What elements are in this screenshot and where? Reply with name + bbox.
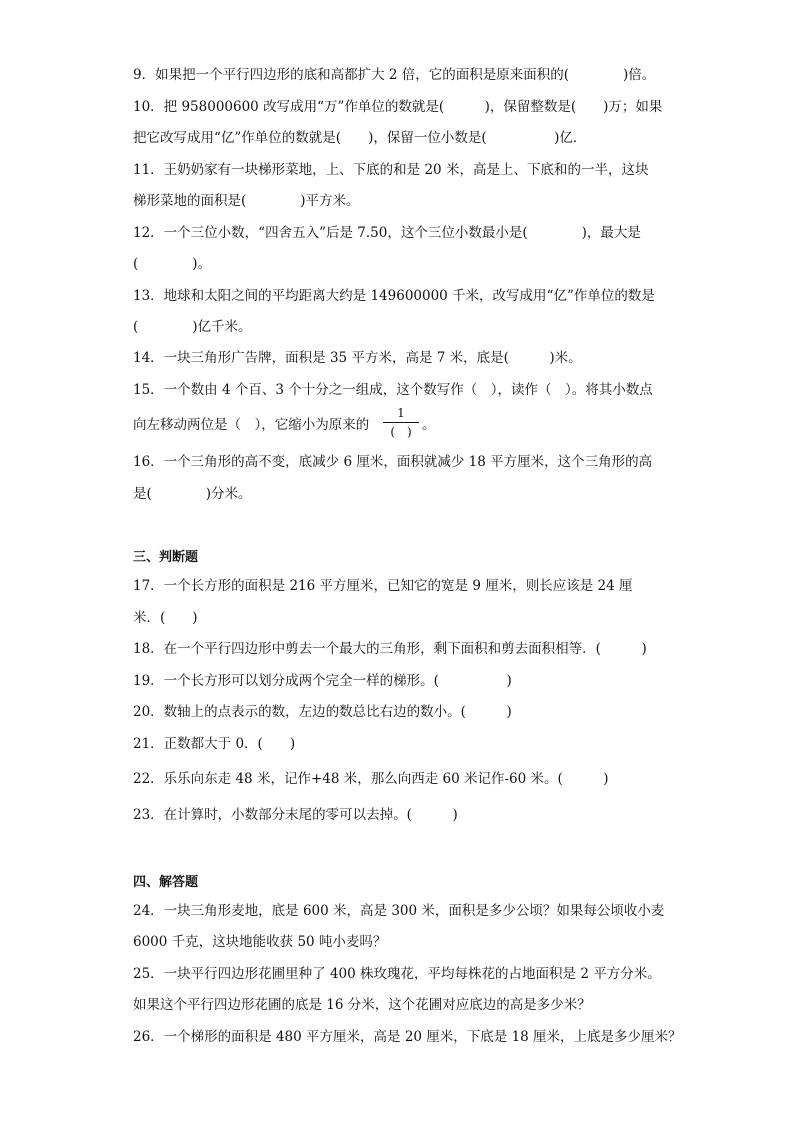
question-24-line-2: 6000 千克，这块地能收获 50 吨小麦吗？ [133, 934, 387, 950]
question-19: 19．一个长方形可以划分成两个完全一样的梯形。( ) [133, 673, 512, 689]
question-16-line-1: 16．一个三角形的高不变，底减少 6 厘米，面积就减少 18 平方厘米，这个三角形的高 [133, 454, 653, 470]
question-10-line-2: 把它改写成用“亿”作单位的数就是( )，保留一位小数是( )亿． [133, 130, 587, 146]
question-25-line-2: 如果这个平行四边形花圃的底是 16 分米，这个花圃对应底边的高是多少米？ [133, 997, 591, 1013]
question-12-line-2: ( )。 [133, 256, 212, 272]
question-17-line-1: 17．一个长方形的面积是 216 平方厘米，已知它的宽是 9 厘米，则长应该是 24 厘 [133, 578, 633, 594]
question-21: 21．正数都大于 0．( ) [133, 736, 296, 752]
question-15-line-1: 15．一个数由 4 个百、3 个十分之一组成，这个数写作（ ），读作（ ）。将其小数点 [133, 382, 653, 398]
question-17-line-2: 米．( ) [133, 610, 198, 626]
question-16-line-2: 是( )分米。 [133, 486, 252, 502]
fraction-denominator: ( ) [390, 425, 412, 439]
question-13-line-1: 13．地球和太阳之间的平均距离大约是 149600000 千米，改写成用“亿”作单位的数是 [133, 288, 655, 304]
question-26: 26．一个梯形的面积是 480 平方厘米，高是 20 厘米，下底是 18 厘米，上底是多少厘米？ [133, 1029, 682, 1045]
question-15-line-2: 向左移动两位是（ ），它缩小为原来的 [133, 417, 370, 433]
question-11-line-2: 梯形菜地的面积是( )平方米。 [133, 193, 360, 209]
question-20: 20．数轴上的点表示的数，左边的数总比右边的数小。( ) [133, 704, 512, 720]
question-13-line-2: ( )亿千米。 [133, 319, 252, 335]
question-10-line-1: 10．把 958000600 改写成用“万”作单位的数就是( )，保留整数是( )万；如果 [133, 99, 663, 115]
question-22: 22．乐乐向东走 48 米，记作+48 米，那么向西走 60 米记作-60 米。( ) [133, 771, 609, 787]
fraction-bar [383, 422, 419, 423]
question-24-line-1: 24．一块三角形麦地，底是 600 米，高是 300 米，面积是多少公顷？如果每公顷收小麦 [133, 903, 665, 919]
section-3-heading: 三、判断题 [133, 550, 199, 565]
question-11-line-1: 11．王奶奶家有一块梯形菜地，上、下底的和是 20 米，高是上、下底和的一半，这块 [133, 162, 649, 178]
question-12-line-1: 12．一个三位小数，“四舍五入”后是 7.50，这个三位小数最小是( )，最大是 [133, 225, 641, 241]
question-15-tail: 。 [422, 417, 436, 433]
fraction-numerator: 1 [397, 406, 405, 420]
question-9: 9．如果把一个平行四边形的底和高都扩大 2 倍，它的面积是原来面积的( )倍。 [133, 67, 656, 83]
section-4-heading: 四、解答题 [133, 875, 199, 890]
question-25-line-1: 25．一块平行四边形花圃里种了 400 株玫瑰花，平均每株花的占地面积是 2 平方分米。 [133, 966, 661, 982]
question-18: 18．在一个平行四边形中剪去一个最大的三角形，剩下面积和剪去面积相等．( ) [133, 641, 647, 657]
fraction [383, 405, 419, 439]
question-23: 23．在计算时，小数部分末尾的零可以去掉。( ) [133, 807, 458, 823]
question-14: 14．一块三角形广告牌，面积是 35 平方米，高是 7 米，底是( )米。 [133, 350, 582, 366]
